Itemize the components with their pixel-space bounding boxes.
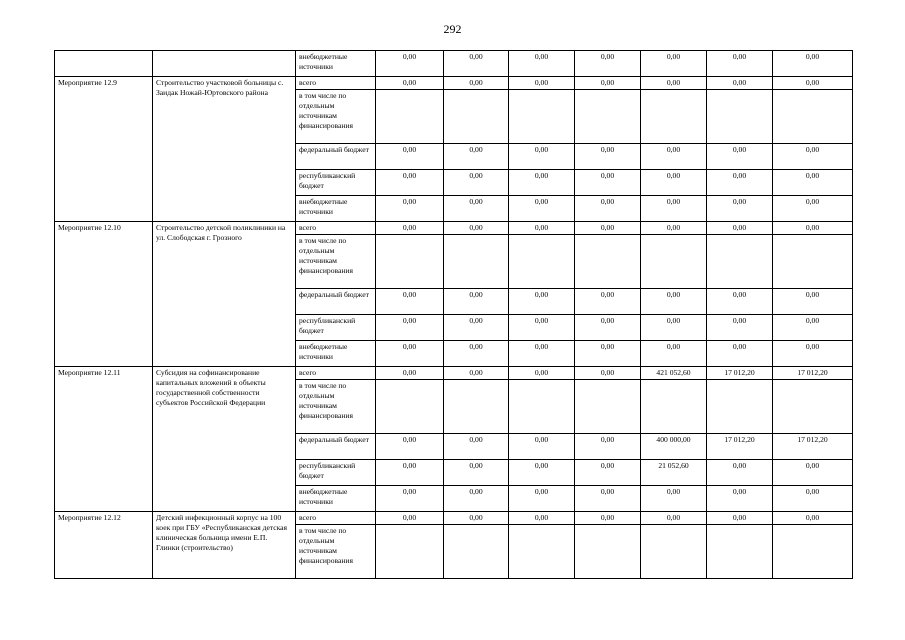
funding-source-label: в том числе по отдельным источникам финансирования <box>296 235 376 289</box>
funding-source-label: в том числе по отдельным источникам финансирования <box>296 90 376 144</box>
amount-cell <box>376 90 444 144</box>
amount-cell: 0,00 <box>376 222 444 235</box>
table-row <box>55 77 853 90</box>
activity-code-cell: Мероприятие 12.10 <box>55 222 153 367</box>
amount-cell: 0,00 <box>773 170 853 196</box>
activity-code-cell: Мероприятие 12.11 <box>55 367 153 512</box>
page-number: 292 <box>443 22 462 36</box>
amount-cell: 0,00 <box>707 512 773 525</box>
amount-cell: 0,00 <box>509 222 575 235</box>
funding-source-label: всего <box>296 512 376 525</box>
activity-description-cell: Субсидия на софинансирование капитальных вложений в объекты государственной собственности субъектов Российской Федерации <box>153 367 296 512</box>
amount-cell: 0,00 <box>575 144 641 170</box>
amount-cell: 0,00 <box>444 51 509 77</box>
activity-code-cell <box>55 51 153 77</box>
amount-cell: 0,00 <box>575 77 641 90</box>
funding-source-label: всего <box>296 222 376 235</box>
amount-cell: 0,00 <box>509 512 575 525</box>
amount-cell: 0,00 <box>575 460 641 486</box>
amount-cell <box>773 235 853 289</box>
amount-cell: 0,00 <box>575 51 641 77</box>
amount-cell: 0,00 <box>376 367 444 380</box>
amount-cell: 0,00 <box>509 367 575 380</box>
funding-source-label: федеральный бюджет <box>296 434 376 460</box>
amount-cell: 0,00 <box>509 315 575 341</box>
amount-cell: 0,00 <box>707 222 773 235</box>
amount-cell: 0,00 <box>444 486 509 512</box>
amount-cell: 0,00 <box>641 289 707 315</box>
amount-cell: 0,00 <box>444 341 509 367</box>
amount-cell: 0,00 <box>575 434 641 460</box>
amount-cell: 0,00 <box>509 170 575 196</box>
amount-cell: 0,00 <box>444 512 509 525</box>
amount-cell: 0,00 <box>707 486 773 512</box>
table-body <box>55 51 853 579</box>
amount-cell: 0,00 <box>444 196 509 222</box>
amount-cell: 0,00 <box>376 289 444 315</box>
amount-cell <box>575 525 641 579</box>
amount-cell: 0,00 <box>773 196 853 222</box>
amount-cell <box>773 525 853 579</box>
amount-cell: 0,00 <box>773 315 853 341</box>
activity-description-cell: Строительство детской поликлиники на ул. Слободская г. Грозного <box>153 222 296 367</box>
amount-cell <box>444 380 509 434</box>
amount-cell <box>707 235 773 289</box>
amount-cell <box>509 90 575 144</box>
amount-cell: 0,00 <box>376 51 444 77</box>
activity-description-cell: Строительство участковой больницы с. Заидак Ножай-Юртовского района <box>153 77 296 222</box>
funding-source-label: республиканский бюджет <box>296 460 376 486</box>
amount-cell: 0,00 <box>376 434 444 460</box>
amount-cell: 0,00 <box>773 460 853 486</box>
amount-cell: 0,00 <box>575 170 641 196</box>
amount-cell: 21 052,60 <box>641 460 707 486</box>
funding-source-label: всего <box>296 77 376 90</box>
amount-cell: 0,00 <box>376 144 444 170</box>
amount-cell <box>509 235 575 289</box>
amount-cell: 0,00 <box>509 144 575 170</box>
amount-cell: 0,00 <box>376 170 444 196</box>
amount-cell: 0,00 <box>641 144 707 170</box>
table-row <box>55 512 853 525</box>
amount-cell: 0,00 <box>641 512 707 525</box>
amount-cell <box>773 90 853 144</box>
amount-cell: 0,00 <box>444 367 509 380</box>
funding-source-label: республиканский бюджет <box>296 315 376 341</box>
amount-cell: 0,00 <box>376 460 444 486</box>
funding-table <box>54 50 853 579</box>
amount-cell: 0,00 <box>707 341 773 367</box>
amount-cell: 0,00 <box>444 434 509 460</box>
amount-cell: 0,00 <box>773 289 853 315</box>
funding-source-label: республиканский бюджет <box>296 170 376 196</box>
amount-cell: 0,00 <box>575 196 641 222</box>
amount-cell: 0,00 <box>773 77 853 90</box>
amount-cell: 0,00 <box>575 367 641 380</box>
amount-cell: 17 012,20 <box>773 434 853 460</box>
table-row <box>55 222 853 235</box>
table-row <box>55 367 853 380</box>
amount-cell: 0,00 <box>509 486 575 512</box>
amount-cell <box>376 235 444 289</box>
amount-cell: 0,00 <box>509 289 575 315</box>
amount-cell <box>641 380 707 434</box>
amount-cell: 0,00 <box>575 486 641 512</box>
amount-cell: 0,00 <box>773 222 853 235</box>
amount-cell <box>509 380 575 434</box>
funding-source-label: в том числе по отдельным источникам финансирования <box>296 380 376 434</box>
amount-cell: 0,00 <box>773 51 853 77</box>
amount-cell: 0,00 <box>444 170 509 196</box>
amount-cell: 0,00 <box>707 144 773 170</box>
amount-cell: 421 052,60 <box>641 367 707 380</box>
amount-cell <box>707 380 773 434</box>
amount-cell: 0,00 <box>376 196 444 222</box>
amount-cell <box>575 235 641 289</box>
amount-cell: 0,00 <box>773 144 853 170</box>
amount-cell: 0,00 <box>509 434 575 460</box>
amount-cell <box>575 90 641 144</box>
amount-cell: 0,00 <box>773 341 853 367</box>
amount-cell: 0,00 <box>376 512 444 525</box>
funding-source-label: федеральный бюджет <box>296 144 376 170</box>
amount-cell: 0,00 <box>707 51 773 77</box>
amount-cell: 0,00 <box>641 51 707 77</box>
amount-cell <box>641 525 707 579</box>
amount-cell: 0,00 <box>641 196 707 222</box>
amount-cell: 0,00 <box>641 486 707 512</box>
funding-source-label: федеральный бюджет <box>296 289 376 315</box>
activity-description-cell <box>153 51 296 77</box>
amount-cell: 0,00 <box>707 315 773 341</box>
amount-cell: 17 012,20 <box>707 367 773 380</box>
amount-cell: 0,00 <box>641 341 707 367</box>
amount-cell: 0,00 <box>707 170 773 196</box>
amount-cell: 0,00 <box>376 77 444 90</box>
amount-cell: 0,00 <box>641 222 707 235</box>
amount-cell: 0,00 <box>509 460 575 486</box>
amount-cell: 0,00 <box>707 77 773 90</box>
activity-description-cell: Детский инфекционный корпус на 100 коек при ГБУ «Республиканская детская клиническая больница имени Е.П. Глинки (строительство) <box>153 512 296 579</box>
amount-cell: 0,00 <box>509 196 575 222</box>
amount-cell: 0,00 <box>641 77 707 90</box>
amount-cell <box>376 525 444 579</box>
amount-cell: 0,00 <box>707 289 773 315</box>
amount-cell <box>641 90 707 144</box>
amount-cell: 0,00 <box>773 486 853 512</box>
amount-cell: 0,00 <box>509 341 575 367</box>
amount-cell: 0,00 <box>444 77 509 90</box>
amount-cell: 0,00 <box>707 196 773 222</box>
funding-source-label: внебюджетные источники <box>296 341 376 367</box>
amount-cell: 0,00 <box>509 77 575 90</box>
funding-source-label: внебюджетные источники <box>296 196 376 222</box>
amount-cell <box>707 90 773 144</box>
amount-cell: 0,00 <box>376 486 444 512</box>
amount-cell: 0,00 <box>444 144 509 170</box>
amount-cell: 0,00 <box>707 460 773 486</box>
funding-source-label: всего <box>296 367 376 380</box>
amount-cell: 0,00 <box>641 315 707 341</box>
amount-cell: 0,00 <box>376 341 444 367</box>
amount-cell: 17 012,20 <box>707 434 773 460</box>
funding-source-label: внебюджетные источники <box>296 51 376 77</box>
amount-cell: 0,00 <box>641 170 707 196</box>
amount-cell <box>376 380 444 434</box>
table-row <box>55 51 853 77</box>
amount-cell <box>444 235 509 289</box>
activity-code-cell: Мероприятие 12.9 <box>55 77 153 222</box>
amount-cell: 0,00 <box>444 460 509 486</box>
amount-cell: 0,00 <box>444 315 509 341</box>
amount-cell: 0,00 <box>575 222 641 235</box>
amount-cell: 0,00 <box>444 222 509 235</box>
amount-cell: 0,00 <box>575 512 641 525</box>
activity-code-cell: Мероприятие 12.12 <box>55 512 153 579</box>
amount-cell: 17 012,20 <box>773 367 853 380</box>
amount-cell <box>773 380 853 434</box>
amount-cell: 0,00 <box>773 512 853 525</box>
amount-cell <box>444 90 509 144</box>
amount-cell: 400 000,00 <box>641 434 707 460</box>
amount-cell <box>444 525 509 579</box>
amount-cell <box>641 235 707 289</box>
amount-cell: 0,00 <box>509 51 575 77</box>
funding-source-label: в том числе по отдельным источникам финансирования <box>296 525 376 579</box>
amount-cell: 0,00 <box>444 289 509 315</box>
amount-cell: 0,00 <box>376 315 444 341</box>
amount-cell: 0,00 <box>575 341 641 367</box>
funding-source-label: внебюджетные источники <box>296 486 376 512</box>
amount-cell <box>707 525 773 579</box>
amount-cell <box>509 525 575 579</box>
amount-cell: 0,00 <box>575 315 641 341</box>
amount-cell <box>575 380 641 434</box>
amount-cell: 0,00 <box>575 289 641 315</box>
